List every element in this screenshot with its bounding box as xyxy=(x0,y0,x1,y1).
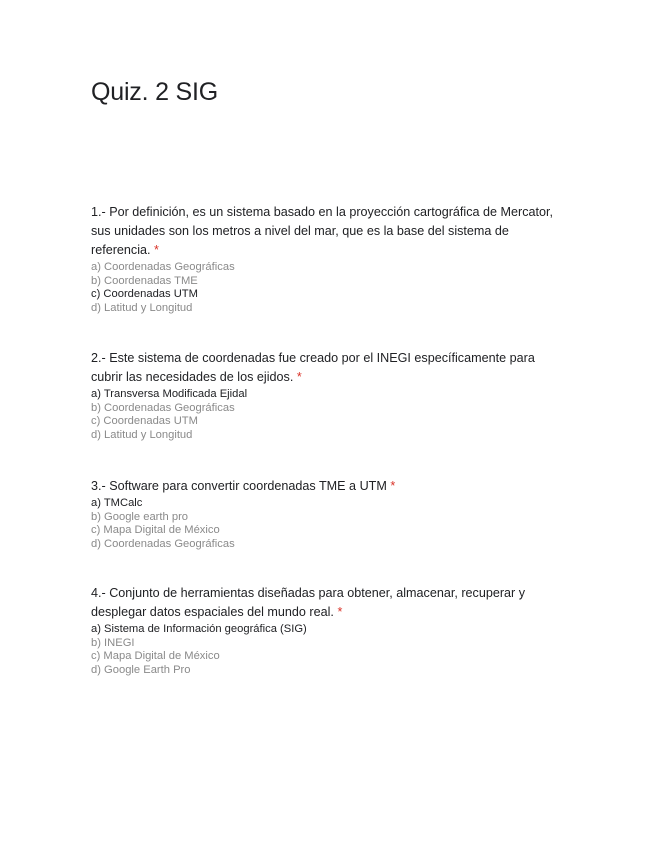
question-3-option-b: b) Google earth pro xyxy=(91,510,189,523)
question-3-option-c: c) Mapa Digital de México xyxy=(91,524,220,536)
required-marker: * xyxy=(337,605,343,619)
required-marker: * xyxy=(390,479,396,493)
question-2-option-d: d) Latitud y Longitud xyxy=(91,428,193,441)
question-3-option-a: a) TMCalc xyxy=(91,497,143,509)
question-1-option-b: b) Coordenadas TME xyxy=(91,274,198,287)
question-1-option-c: c) Coordenadas UTM xyxy=(91,288,198,300)
page-title: Quiz. 2 SIG xyxy=(91,78,219,106)
question-2-option-c: c) Coordenadas UTM xyxy=(91,415,198,427)
question-3 xyxy=(91,477,561,551)
required-marker: * xyxy=(154,243,159,257)
question-1-option-a: a) Coordenadas Geográficas xyxy=(91,261,235,273)
question-4-option-c: c) Mapa Digital de México xyxy=(91,650,220,662)
question-2-text: 2.- Este sistema de coordenadas fue creado por el INEGI específicamente para cubrir las necesidades de los ejidos. * xyxy=(91,351,535,384)
question-3-option-d: d) Coordenadas Geográficas xyxy=(91,537,235,550)
question-1-options xyxy=(91,261,561,315)
question-2 xyxy=(91,349,561,442)
required-marker: * xyxy=(296,370,302,384)
question-1 xyxy=(91,203,561,315)
question-2-options xyxy=(91,388,561,442)
question-1-option-d: d) Latitud y Longitud xyxy=(91,301,193,314)
question-4-option-b: b) INEGI xyxy=(91,636,135,649)
question-4-text: 4.- Conjunto de herramientas diseñadas para obtener, almacenar, recuperar y desplegar datos espaciales del mundo real. * xyxy=(91,586,526,619)
question-2-option-b: b) Coordenadas Geográficas xyxy=(91,401,235,414)
question-2-option-a: a) Transversa Modificada Ejidal xyxy=(91,388,248,400)
question-4-option-a: a) Sistema de Información geográfica (SIG) xyxy=(91,623,307,635)
question-3-options xyxy=(91,497,561,551)
question-3-text: 3.- Software para convertir coordenadas TME a UTM * xyxy=(91,479,396,493)
question-4-options xyxy=(91,623,561,677)
question-4 xyxy=(91,584,561,677)
question-1-text: 1.- Por definición, es un sistema basado en la proyección cartográfica de Mercator, sus unidades son los metros a nivel del mar, que es la base del sistema de referencia. * xyxy=(91,205,554,257)
question-4-option-d: d) Google Earth Pro xyxy=(91,663,191,676)
